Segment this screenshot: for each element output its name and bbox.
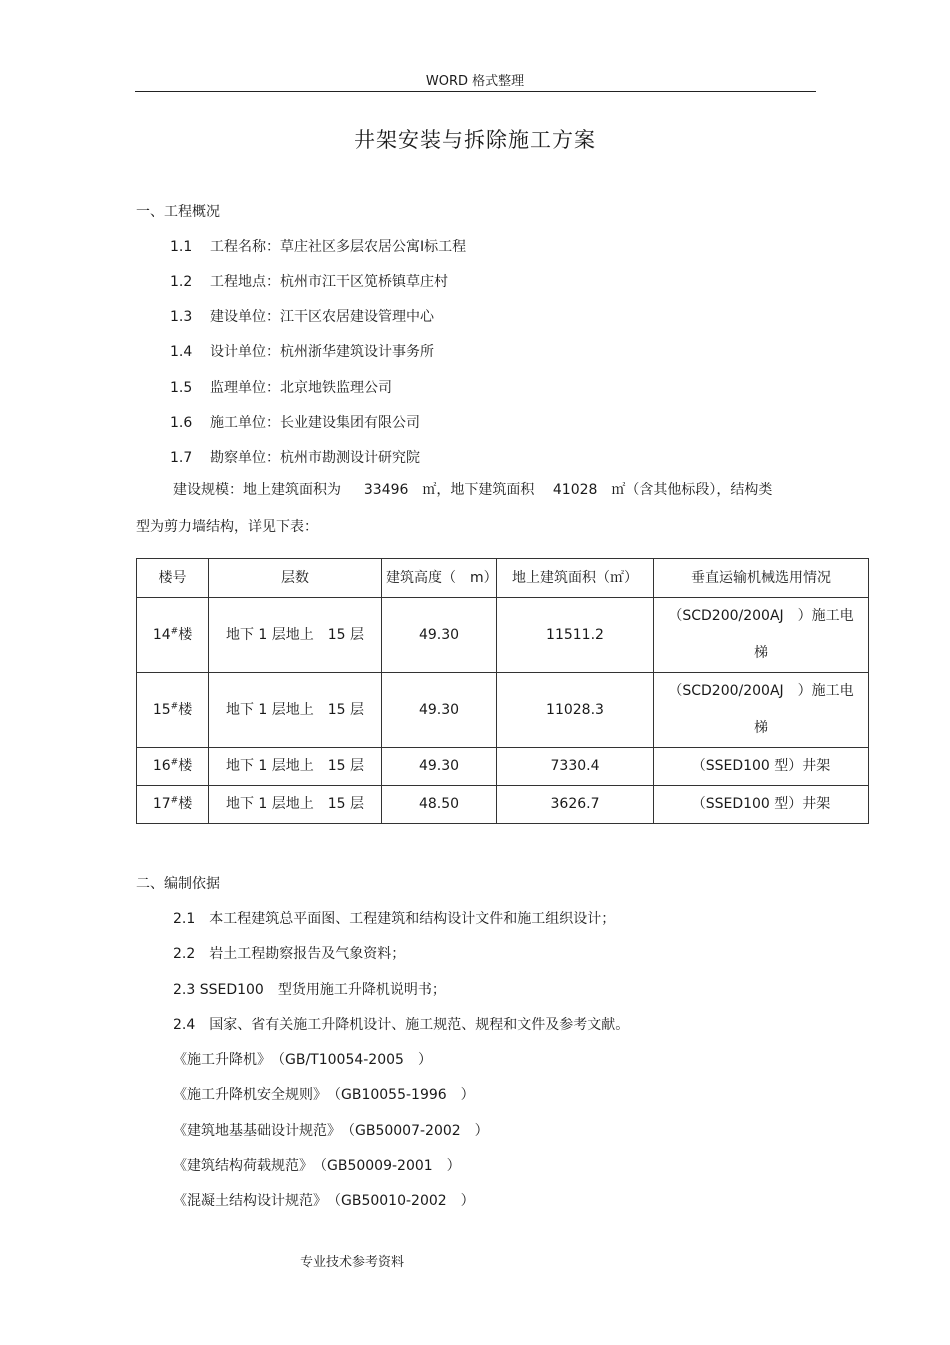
section-heading-basis: 二、编制依据: [136, 876, 220, 892]
column-header: 地上建筑面积（㎡）: [497, 559, 654, 598]
page-header: WORD 格式整理: [425, 74, 525, 89]
building-cell: 16#楼: [137, 748, 209, 786]
header-divider: [135, 91, 816, 92]
item-number: 1.3: [170, 309, 193, 325]
height-cell: 49.30: [382, 748, 497, 786]
height-cell: 48.50: [382, 786, 497, 824]
building-cell: 17#楼: [137, 786, 209, 824]
document-title: 井架安装与拆除施工方案: [354, 128, 596, 152]
machine-cell: （SSED100 型）井架: [654, 786, 869, 824]
table-row: [137, 786, 869, 824]
overview-item: [170, 341, 434, 361]
area-cell: 3626.7: [497, 786, 654, 824]
reference-standard: 《施工升降机安全规则》 （GB10055-1996 ）: [173, 1087, 475, 1103]
overview-item: [170, 306, 434, 326]
item-number: 1.1: [170, 239, 193, 255]
item-text: 设计单位：杭州浙华建筑设计事务所: [210, 344, 434, 360]
overview-item: [170, 447, 420, 467]
overview-item: [170, 271, 448, 291]
floors-cell: 地下 1 层地上 15 层: [209, 786, 382, 824]
height-cell: 49.30: [382, 673, 497, 748]
building-spec-table: [136, 558, 869, 824]
overview-item: [170, 412, 420, 432]
basis-item: 2.4 国家、省有关施工升降机设计、施工规范、规程和文件及参考文献。: [173, 1017, 630, 1033]
item-number: 1.5: [170, 380, 193, 396]
page-footer: 专业技术参考资料: [300, 1255, 405, 1270]
area-cell: 7330.4: [497, 748, 654, 786]
item-text: 工程名称：草庄社区多层农居公寓Ⅰ标工程: [210, 239, 467, 255]
floors-cell: 地下 1 层地上 15 层: [209, 598, 382, 673]
item-text: 施工单位：长业建设集团有限公司: [210, 415, 420, 431]
basis-item: 2.1 本工程建筑总平面图、工程建筑和结构设计文件和施工组织设计；: [173, 911, 616, 927]
building-cell: 15#楼: [137, 673, 209, 748]
basis-item: 2.2 岩土工程勘察报告及气象资料；: [173, 946, 406, 962]
reference-standard: 《施工升降机》 （GB/T10054-2005 ）: [173, 1052, 432, 1068]
item-text: 工程地点：杭州市江干区笕桥镇草庄村: [210, 274, 448, 290]
floors-cell: 地下 1 层地上 15 层: [209, 748, 382, 786]
section-heading-overview: 一、工程概况: [136, 204, 220, 220]
construction-scale-line2: 型为剪力墙结构，详见下表：: [136, 519, 318, 535]
machine-cell: （SCD200/200AJ ）施工电 梯: [654, 598, 869, 673]
table-row: [137, 673, 869, 748]
column-header: 楼号: [137, 559, 209, 598]
floors-cell: 地下 1 层地上 15 层: [209, 673, 382, 748]
item-number: 1.2: [170, 274, 193, 290]
basis-item: 2.3 SSED100 型货用施工升降机说明书；: [173, 982, 446, 998]
table-row: [137, 748, 869, 786]
machine-cell: （SSED100 型）井架: [654, 748, 869, 786]
machine-cell: （SCD200/200AJ ）施工电 梯: [654, 673, 869, 748]
building-cell: 14#楼: [137, 598, 209, 673]
construction-scale-line1: 建设规模：地上建筑面积为 33496 ㎡，地下建筑面积 41028 ㎡（含其他标段），结构类: [173, 482, 773, 498]
reference-standard: 《建筑地基基础设计规范》 （GB50007-2002 ）: [173, 1123, 489, 1139]
column-header: 垂直运输机械选用情况: [654, 559, 869, 598]
table-row: [137, 598, 869, 673]
column-header: 建筑高度（ m）: [382, 559, 497, 598]
item-text: 建设单位：江干区农居建设管理中心: [210, 309, 434, 325]
reference-standard: 《建筑结构荷载规范》 （GB50009-2001 ）: [173, 1158, 461, 1174]
reference-standard: 《混凝土结构设计规范》 （GB50010-2002 ）: [173, 1193, 475, 1209]
table-header-row: [137, 559, 869, 598]
overview-item: [170, 236, 466, 256]
item-text: 监理单位：北京地铁监理公司: [210, 380, 392, 396]
height-cell: 49.30: [382, 598, 497, 673]
area-cell: 11028.3: [497, 673, 654, 748]
item-number: 1.4: [170, 344, 193, 360]
item-number: 1.7: [170, 450, 193, 466]
column-header: 层数: [209, 559, 382, 598]
item-text: 勘察单位：杭州市勘测设计研究院: [210, 450, 420, 466]
overview-item: [170, 377, 392, 397]
item-number: 1.6: [170, 415, 193, 431]
area-cell: 11511.2: [497, 598, 654, 673]
